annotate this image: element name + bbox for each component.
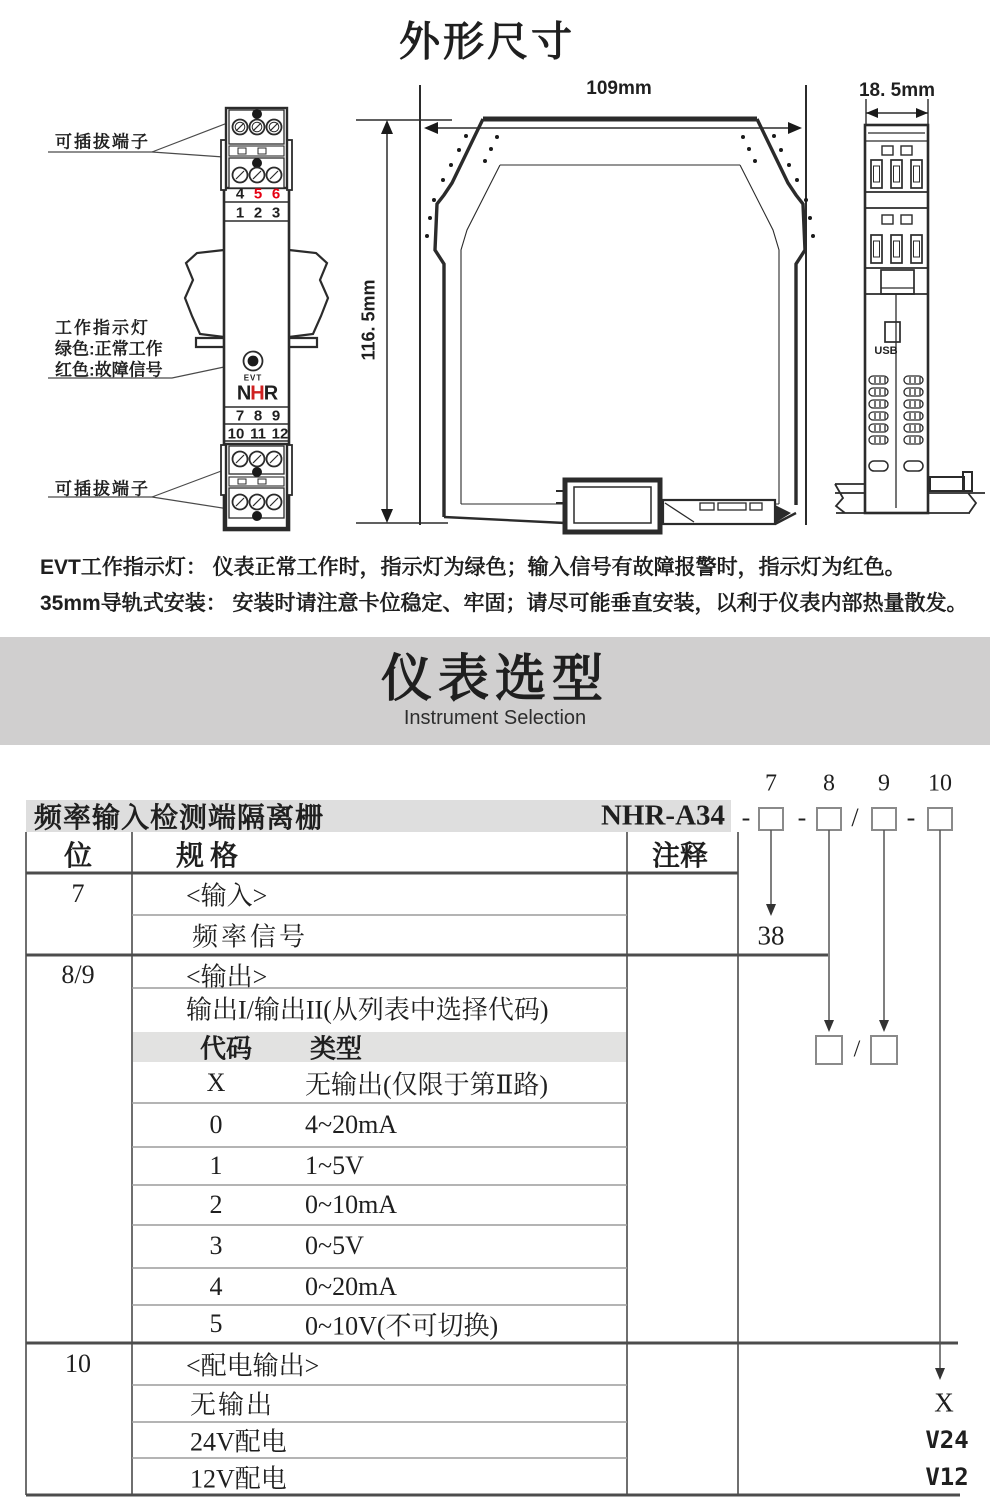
pluggable-terminal-label-bottom: 可插拔端子 — [55, 479, 150, 499]
shoulder-dots — [425, 134, 815, 238]
code-box-7 — [759, 808, 783, 830]
terminal-number: 7 — [235, 407, 245, 425]
row-position: 8/9 — [61, 960, 95, 989]
model-arrows — [771, 830, 940, 1370]
col-header-position: 位 — [63, 841, 93, 872]
row-position: 7 — [71, 879, 85, 908]
row-spec: <输出> — [186, 962, 268, 992]
height-dimension-label: 116. 5mm — [358, 279, 379, 361]
selection-banner — [0, 637, 990, 745]
indicator-label-line1: 工作指示灯 — [55, 318, 150, 338]
code-cell: 5 — [209, 1309, 223, 1338]
output-box-2 — [871, 1036, 897, 1064]
code-cell: X — [206, 1068, 226, 1097]
selection-title: 仪表选型 — [380, 649, 609, 707]
terminal-number: 12 — [271, 425, 289, 443]
arrow-heads — [766, 904, 945, 1380]
terminal-number: 4 — [235, 185, 245, 203]
top-view-drawing — [835, 99, 985, 513]
model-code-diagram — [759, 808, 952, 1380]
model-separator: - — [741, 803, 751, 832]
logo-letter-r: R — [263, 382, 278, 405]
terminal-number: 11 — [250, 425, 266, 443]
terminal-number: 10 — [227, 425, 245, 443]
type-cell: 0~5V — [305, 1231, 364, 1260]
terminal-number: 1 — [235, 204, 245, 222]
col-header-spec: 规格 — [176, 841, 245, 872]
usb-label: USB — [874, 345, 898, 357]
type-cell: 4~20mA — [305, 1110, 398, 1139]
rail-clip — [556, 480, 791, 532]
type-cell: 0~20mA — [305, 1272, 398, 1301]
terminal-number: 8 — [253, 407, 263, 425]
output-box-1 — [816, 1036, 842, 1064]
row-spec: 24V配电 — [190, 1427, 287, 1457]
position-digit-10: 10 — [928, 770, 952, 797]
code-box-10 — [928, 808, 952, 830]
code-cell: 1 — [209, 1151, 223, 1180]
indicator-label-line3: 红色:故障信号 — [55, 360, 163, 380]
evt-label: EVT — [243, 373, 263, 383]
model-separator: - — [797, 803, 807, 832]
code-cell: 3 — [209, 1231, 223, 1260]
position-digit-8: 8 — [823, 770, 835, 797]
indicator-label-line2: 绿色:正常工作 — [55, 339, 163, 359]
row-spec: 输出I/输出II(从列表中选择代码) — [186, 995, 549, 1025]
terminal-block-top — [221, 108, 292, 190]
code-box-9 — [872, 808, 896, 830]
terminal-number: 3 — [271, 204, 281, 222]
type-column-header: 类型 — [310, 1034, 363, 1064]
code-cell: 0 — [209, 1110, 223, 1139]
side-view-drawing — [420, 85, 815, 532]
note-evt: EVT工作指示灯： 仪表正常工作时，指示灯为绿色；输入信号有故障报警时，指示灯为红色。 — [40, 556, 906, 579]
selection-table-lines — [26, 800, 960, 1495]
type-cell: 0~10mA — [305, 1190, 398, 1219]
position-digit-9: 9 — [878, 770, 890, 797]
terminal-number: 5 — [253, 185, 263, 203]
position-digit-7: 7 — [765, 770, 777, 797]
row-position: 10 — [65, 1349, 91, 1378]
product-name: 频率输入检测端隔离栅 — [34, 803, 325, 834]
logo-letter-n: N — [236, 382, 251, 405]
width-dimension-label: 109mm — [586, 78, 652, 99]
power-code-v12: V12 — [925, 1463, 969, 1491]
logo-letter-h: H — [250, 382, 264, 405]
terminal-block-bottom — [221, 444, 292, 528]
note-mounting: 35mm导轨式安装： 安装时请注意卡位稳定、牢固；请尽可能垂直安装，以利于仪表内部热量散发。 — [40, 592, 968, 615]
col-header-note: 注释 — [651, 841, 709, 872]
code-cell: 4 — [209, 1272, 223, 1301]
selection-subtitle: Instrument Selection — [403, 707, 587, 730]
depth-dimension-label: 18. 5mm — [858, 80, 936, 101]
code-cell: 2 — [209, 1190, 223, 1219]
pluggable-terminal-label-top: 可插拔端子 — [55, 132, 150, 152]
code-box-8 — [817, 808, 841, 830]
row-spec: 无输出 — [190, 1390, 275, 1420]
terminal-number: 9 — [271, 407, 281, 425]
row-spec: 频率信号 — [192, 922, 309, 952]
terminal-number: 6 — [271, 185, 281, 203]
row-spec: <配电输出> — [186, 1351, 320, 1381]
type-cell: 1~5V — [305, 1151, 364, 1180]
input-code-value: 38 — [757, 920, 785, 951]
type-cell: 无输出(仅限于第Ⅱ路) — [305, 1070, 548, 1100]
page-title: 外形尺寸 — [399, 18, 575, 65]
power-code-v24: V24 — [925, 1426, 969, 1454]
row-spec: <输入> — [186, 881, 268, 911]
terminal-number: 2 — [253, 204, 263, 222]
code-column-header: 代码 — [200, 1034, 253, 1064]
model-separator: - — [906, 803, 916, 832]
power-code-x: X — [934, 1387, 954, 1418]
row-spec: 12V配电 — [190, 1464, 287, 1494]
model-separator: / — [851, 803, 859, 832]
output-code-slash: / — [853, 1036, 861, 1063]
model-number: NHR-A34 — [600, 799, 726, 832]
type-cell: 0~10V(不可切换) — [305, 1311, 499, 1341]
nhr-logo — [237, 383, 277, 406]
